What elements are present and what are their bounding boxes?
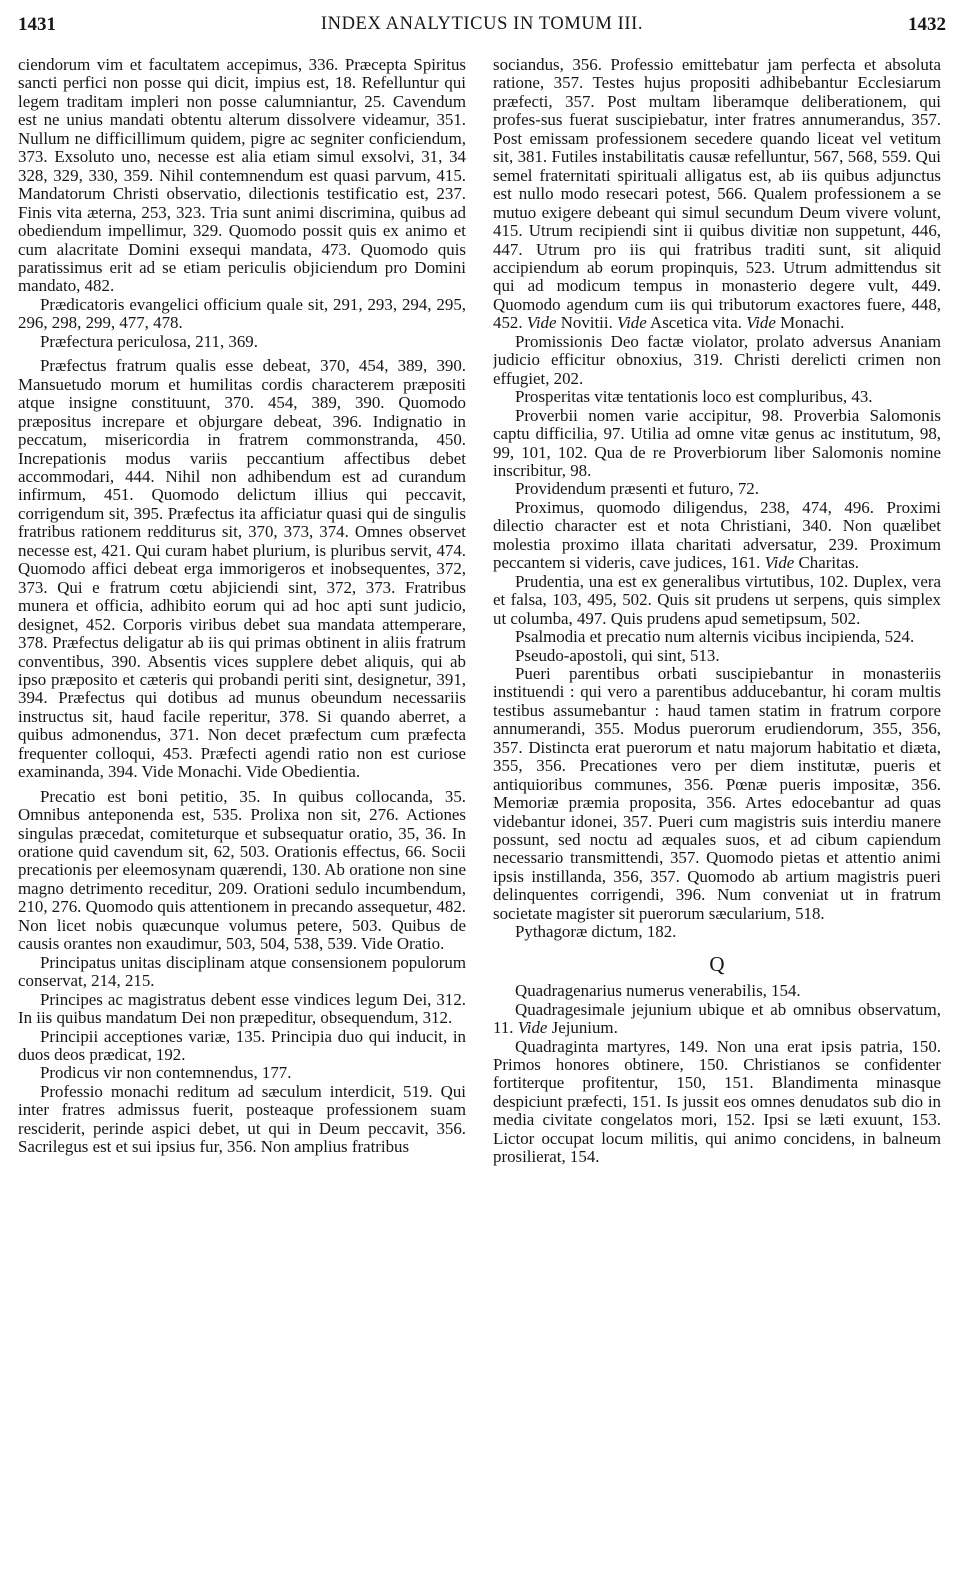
- cross-reference-vide: Vide: [517, 1018, 548, 1038]
- page-header: [18, 10, 946, 36]
- left-column: [18, 56, 466, 1581]
- entry-text: Prudentia, una est ex generalibus virtutibus, 102. Duplex, vera et falsa, 103, 495, 502. Quis sit prudens ut serpens, quis simplex ut columba, 497. Quis prudens apud semetipsum, 502.: [493, 571, 941, 628]
- section-letter: Q: [709, 951, 725, 976]
- cross-reference-vide: Vide: [617, 313, 647, 333]
- entry-text: Promissionis Deo factæ violator, prolato adversus Ananiam judicio efficitur obnoxius, 319. Christi derelicti crimen non effugiet, 202.: [493, 331, 941, 388]
- cross-reference-target: Charitas.: [794, 553, 859, 573]
- entry-text: Professio monachi reditum ad sæculum interdicit, 519. Qui inter fratres admissus fuerit, posteaque professionem suam resciderit, perinde aspici debet, ut qui in Deum peccavit, 356. Sacrilegus est et sui ipsius fur, 356. Non amplius fratribus: [18, 1081, 466, 1157]
- index-entry: [18, 1028, 466, 1065]
- entry-text: Prodicus vir non contemnendus, 177.: [40, 1063, 292, 1083]
- entry-text: Principes ac magistratus debent esse vindices legum Dei, 312. In iis quibus mandatum Dei non præpeditur, obsequendum, 312.: [18, 989, 466, 1028]
- entry-text: Psalmodia et precatio num alternis vicibus incipienda, 524.: [515, 627, 915, 647]
- entry-text: sociandus, 356. Professio emittebatur jam perfecta et absoluta ratione, 357. Testes hujus propositi adhibebantur Ecclesiarum præfecti, 357. Post multam liberamque deliberationem, qui profes-sus fuerat suscipiebatur, inter fratres annumerandus, 357. Post emissam professionem secedere quando liceat vel vetitum sit, 381. Futiles instabilitatis causæ refelluntur, 567, 568, 559. Qui semel fraternitati spirituali alligatus est, ab iis quibus adjunctus est nullo modo resecari potest, 566. Qualem professionem a se mutuo exigere debeant qui simul secundum Deum vivere volunt, 415. Utrum recipiendi sint ii quibus divitiæ non suppetunt, 446, 447. Utrum pro iis qui fratribus traditi sunt, sit aliquid accipiendum ab eorum propinquis, 523. Utrum admittendus sit qui ad modicum tempus in monasterio degere vult, 449. Quomodo agendum cum iis qui tributorum exactores fuere, 448, 452.: [493, 56, 941, 333]
- index-entry: [493, 1038, 941, 1167]
- cross-reference-vide: Vide: [764, 553, 795, 573]
- index-entry: [493, 480, 941, 498]
- entry-text: Quadragenarius numerus venerabilis, 154.: [515, 981, 801, 1001]
- index-entry: [493, 628, 941, 646]
- entry-text: Quadraginta martyres, 149. Non una erat ipsis patria, 150. Primos honores obtinere, 150. Christianos se confidenter fortiterque profitentur, 150, 151. Blandimenta minasque despiciunt præfecti, 151. Is jussit eos omnes denudatos sub dio in media civitate congelatos mori, 152. Ipsi se læti exuunt, 153. Lictor occupat locum militis, qui animo concidens, in balneum prosilierat, 154.: [493, 1036, 941, 1167]
- index-entry: [493, 573, 941, 628]
- index-entry: [493, 499, 941, 573]
- index-entry: [493, 388, 941, 406]
- entry-text: Proximus, quomodo diligendus, 238, 474, 496. Proximi dilectio character est et nota Christiani, 340. Non quælibet molestia proximo illata charitati adversatur, 239. Proximum peccantem si videris, cave judices, 161.: [493, 497, 941, 573]
- index-entry: [493, 982, 941, 1000]
- index-entry: [18, 1083, 466, 1157]
- index-entry: [18, 1064, 466, 1082]
- entry-text: ciendorum vim et facultatem accepimus, 336. Præcepta Spiritus sancti perfici non posse qui dicit, impius est, 18. Refelluntur qui legem traditam impleri non posse calumniantur, 25. Cavendum est ne unius mandati obtentu alterum dissolvere videamur, 351. Nullum ne difficillimum quidem, pigre ac segniter conficiendum, 373. Exsoluto uno, necesse est alia etiam simul exsolvi, 31, 34 328, 329, 330, 359. Nihil contemnendum est quasi parvum, 415. Mandatorum Christi observatio, dilectionis testificatio est, 237. Finis vita æterna, 253, 323. Tria sunt animi discrimina, quibus ad obediendum impellimur, 329. Quomodo possit quis ex animo et cum alacritate Domini exsequi mandata, 473. Quomodo quis paratissimus erit ad se etiam periculis objiciendum pro Domini mandato, 482.: [18, 56, 466, 296]
- entry-text: Proverbii nomen varie accipitur, 98. Proverbia Salomonis captu difficilia, 97. Utilia ad omne vitæ genus ac institutum, 98, 99, 101, 102. Qua de re Proverbiorum liber Salomonis nomine inscribitur, 98.: [493, 405, 941, 480]
- entry-text: Providendum præsenti et futuro, 72.: [515, 479, 759, 499]
- index-entry: [493, 407, 941, 481]
- right-page-number: 1432: [908, 14, 946, 35]
- index-entry: [493, 1001, 941, 1038]
- cross-reference-target: Monachi.: [775, 313, 845, 333]
- index-entry: [18, 357, 466, 781]
- running-title: INDEX ANALYTICUS IN TOMUM III.: [320, 14, 644, 34]
- index-entry: [18, 296, 466, 333]
- index-entry: [18, 56, 466, 296]
- index-entry: [493, 923, 941, 941]
- entry-text: Prædicatoris evangelici officium quale sit, 291, 293, 294, 295, 296, 298, 299, 477, 478.: [18, 294, 466, 333]
- entry-text: Quadragesimale jejunium ubique et ab omnibus observatum, 11.: [493, 999, 941, 1038]
- entry-text: Principatus unitas disciplinam atque consensionem populorum conservat, 214, 215.: [18, 952, 466, 991]
- cross-reference-vide: Vide: [746, 313, 776, 333]
- index-entry: [18, 954, 466, 991]
- index-entry: [18, 788, 466, 954]
- cross-reference-vide: Vide: [526, 313, 557, 333]
- entry-text: Pythagoræ dictum, 182.: [515, 922, 677, 942]
- index-entry: [18, 333, 466, 351]
- entry-text: Præfectus fratrum qualis esse debeat, 370, 454, 389, 390. Mansuetudo morum et humilitas cordis characterem præpositi atque insigne constituunt, 370. 454, 389, 390. Quomodo præpositus increpare et objurgare debeat, 396. Indignatio in peccatum, misericordia in fratrem commonstranda, 450. Increpationis modus variis peccantium affectibus debet accommodari, 444. Nihil non adhibendum est ad curandum infirmum, 451. Quomodo delictum illius qui peccavit, corrigendum sit, 395. Præfectus ita afficiatur quasi qui de singulis fratribus rationem redditurus sit, 370, 373, 374. Omnes observet necesse est, 421. Qui curam habet plurium, is pluribus servit, 474. Quomodo affici debeat erga immorigeros et inobsequentes, 372, 373. Qui e fratrum cœtu abjiciendi sint, 372, 373. Fratribus munera et officia, adhibito eorum qui ad hoc apti sunt judicio, designet, 452. Corporis viribus debet sua mandata attemperare, 378. Præfectus deligatur ab iis qui primas obtinent in aliis fratrum conventibus, 390. Absentis vices supplere debet aliquis, qui ab ipso præposito et cæteris qui probandi periti sint, designetur, 391, 394. Præfectus qui dotibus ad munus obeundum necessariis instructus sit, haud facile reperitur, 378. Si quando aberret, a quibus admonendus, 371. Non decet præfectum cum præfecta frequenter colloqui, 453. Præfecti agendi ratio non est curiose examinanda, 394. Vide Monachi. Vide Obedientia.: [18, 356, 466, 782]
- right-column: [493, 56, 941, 1581]
- cross-reference-target: Novitii.: [556, 313, 618, 333]
- index-entry: [493, 56, 941, 333]
- index-entry: [493, 665, 941, 923]
- entry-text: Pseudo-apostoli, qui sint, 513.: [515, 645, 720, 665]
- index-entry: [493, 647, 941, 665]
- index-entry: [18, 991, 466, 1028]
- cross-reference-target: Jejunium.: [547, 1018, 618, 1038]
- entry-text: Prosperitas vitæ tentationis loco est compluribus, 43.: [515, 387, 873, 407]
- entry-text: Præfectura periculosa, 211, 369.: [40, 331, 258, 351]
- entry-text: Precatio est boni petitio, 35. In quibus collocanda, 35. Omnibus anteponenda est, 535. Prolixa non sit, 276. Actiones singulas præcedat, comiteturque et subsequatur oratio, 35, 36. In oratione quid cavendum sit, 62, 503. Orationis effectus, 66. Socii precationis per eleemosynam quærendi, 130. Ab oratione non sine magno detrimento receditur, 209. Orationi sedulo incumbendum, 210, 276. Quomodo quis attentionem in precando assequetur, 482. Non licet nobis quæcunque volumus petere, 503. Quibus de causis orantes non exaudimur, 503, 504, 538, 539. Vide Oratio.: [18, 786, 466, 954]
- entry-text: Pueri parentibus orbati suscipiebantur in monasteriis instituendi : qui vero a parentibus adducebantur, hi coram multis testibus assumebantur : haud tamen statim in fratrum corpore annumerandi, 355. Modus puerorum erudiendorum, 355, 356, 357. Distincta erat puerorum et natu majorum habitatio et diæta, 355, 356. Precationes vero per diem institutæ, pueris et antiquioribus communes, 356. Pœnæ pueris impositæ, 356. Memoriæ præmia proposita, 356. Artes edocebantur ad quas videbantur idonei, 357. Pueri cum magistris suis interdiu manere possunt, sed noctu ad æquales suos, et ad cibum capiendum necessario transmittendi, 357. Quomodo pietas et attentio animi ipsis instillanda, 356, 357. Quomodo ab artium magistris pueri delinquentes corrigendi, 396. Num conveniat ut in fratrum societate magister sit puerorum sæcularium, 518.: [493, 663, 941, 923]
- left-page-number: 1431: [18, 14, 56, 35]
- cross-reference-target: Ascetica vita.: [646, 313, 747, 333]
- index-entry: [493, 333, 941, 388]
- entry-text: Principii acceptiones variæ, 135. Principia duo qui inducit, in duos deos prædicat, 192.: [18, 1026, 466, 1065]
